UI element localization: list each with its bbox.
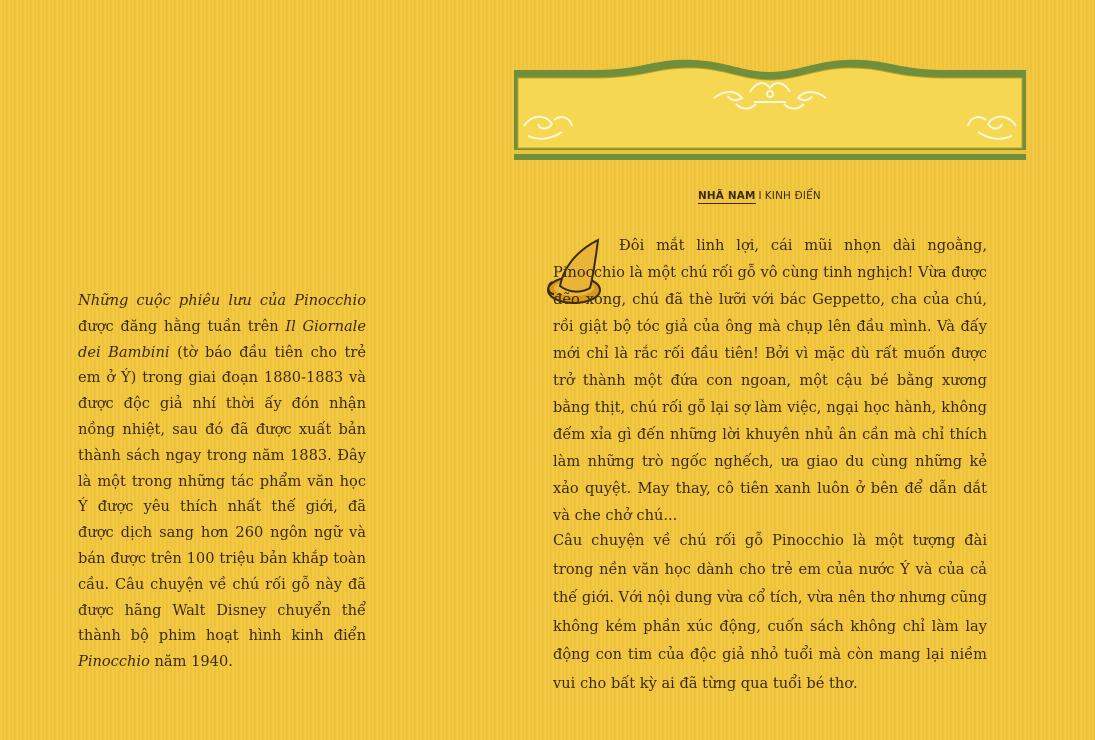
film-title-italic: Pinocchio: [78, 653, 150, 671]
flap-text-3: năm 1940.: [149, 653, 233, 671]
synopsis-paragraph-1: Đôi mắt linh lợi, cái mũi nhọn dài ngoằng, Pinocchio là một chú rối gỗ vô cùng tinh nghịch! Vừa được đẽo xong, chú đã thè lưỡi với bác Geppetto, cha của chú, rồi giật bộ tóc giả của ông mà chụp lên đầu mình. Và đấy mới chỉ là rắc rối đầu tiên! Bởi vì mặc dù rất muốn được trở thành một đứa con ngoan, một cậu bé bằng xương bằng thịt, chú rối gỗ lại sợ làm việc, ngại học hành, không đếm xỉa gì đến những lời khuyên nhủ ân cần mà chỉ thích làm những trò ngốc nghếch, ưa giao du cùng những kẻ xảo quyệt. May thay, cô tiên xanh luôn ở bên để dẫn dắt và che chở chú...: [553, 237, 987, 524]
synopsis-paragraph-2: Câu chuyện về chú rối gỗ Pinocchio là một tượng đài trong nền văn học dành cho trẻ em của nước Ý và của cả thế giới. Với nội dung vừa cổ tích, vừa nên thơ nhưng cũng không kém phần xúc động, cuốn sách không chỉ làm lay động con tim của độc giả nhỏ tuổi mà còn mang lại niềm vui cho bất kỳ ai đã từng qua tuổi bé thơ.: [553, 532, 987, 692]
book-title-italic: Những cuộc phiêu lưu của Pinocchio: [78, 292, 366, 309]
banner-ornament-icon: [514, 58, 1026, 162]
publisher-separator: I: [758, 190, 762, 202]
flap-text-1: được đăng hằng tuần trên: [78, 317, 286, 335]
newspaper-title-italic: Il Giornale dei Bambini: [78, 317, 366, 361]
publisher-brand: NHÃ NAM: [698, 190, 756, 202]
flap-text-2: (tờ báo đầu tiên cho trẻ em ở Ý) trong giai đoạn 1880-1883 và được độc giả nhí thời ấy đón nhận nồng nhiệt, sau đó đã được xuất bản thành sách ngay trong năm 1883. Đây là một trong những tác phẩm văn học Ý được yêu thích nhất thế giới, đã được dịch sang hơn 260 ngôn ngữ và bán được trên 100 triệu bản khắp toàn cầu. Câu chuyện về chú rối gỗ này đã được hãng Walt Disney chuyển thể thành bộ phim hoạt hình kinh điển: [78, 343, 366, 645]
flap-description: [78, 288, 366, 675]
publisher-series: KINH ĐIỂN: [764, 190, 821, 202]
publisher-label: [698, 190, 843, 202]
